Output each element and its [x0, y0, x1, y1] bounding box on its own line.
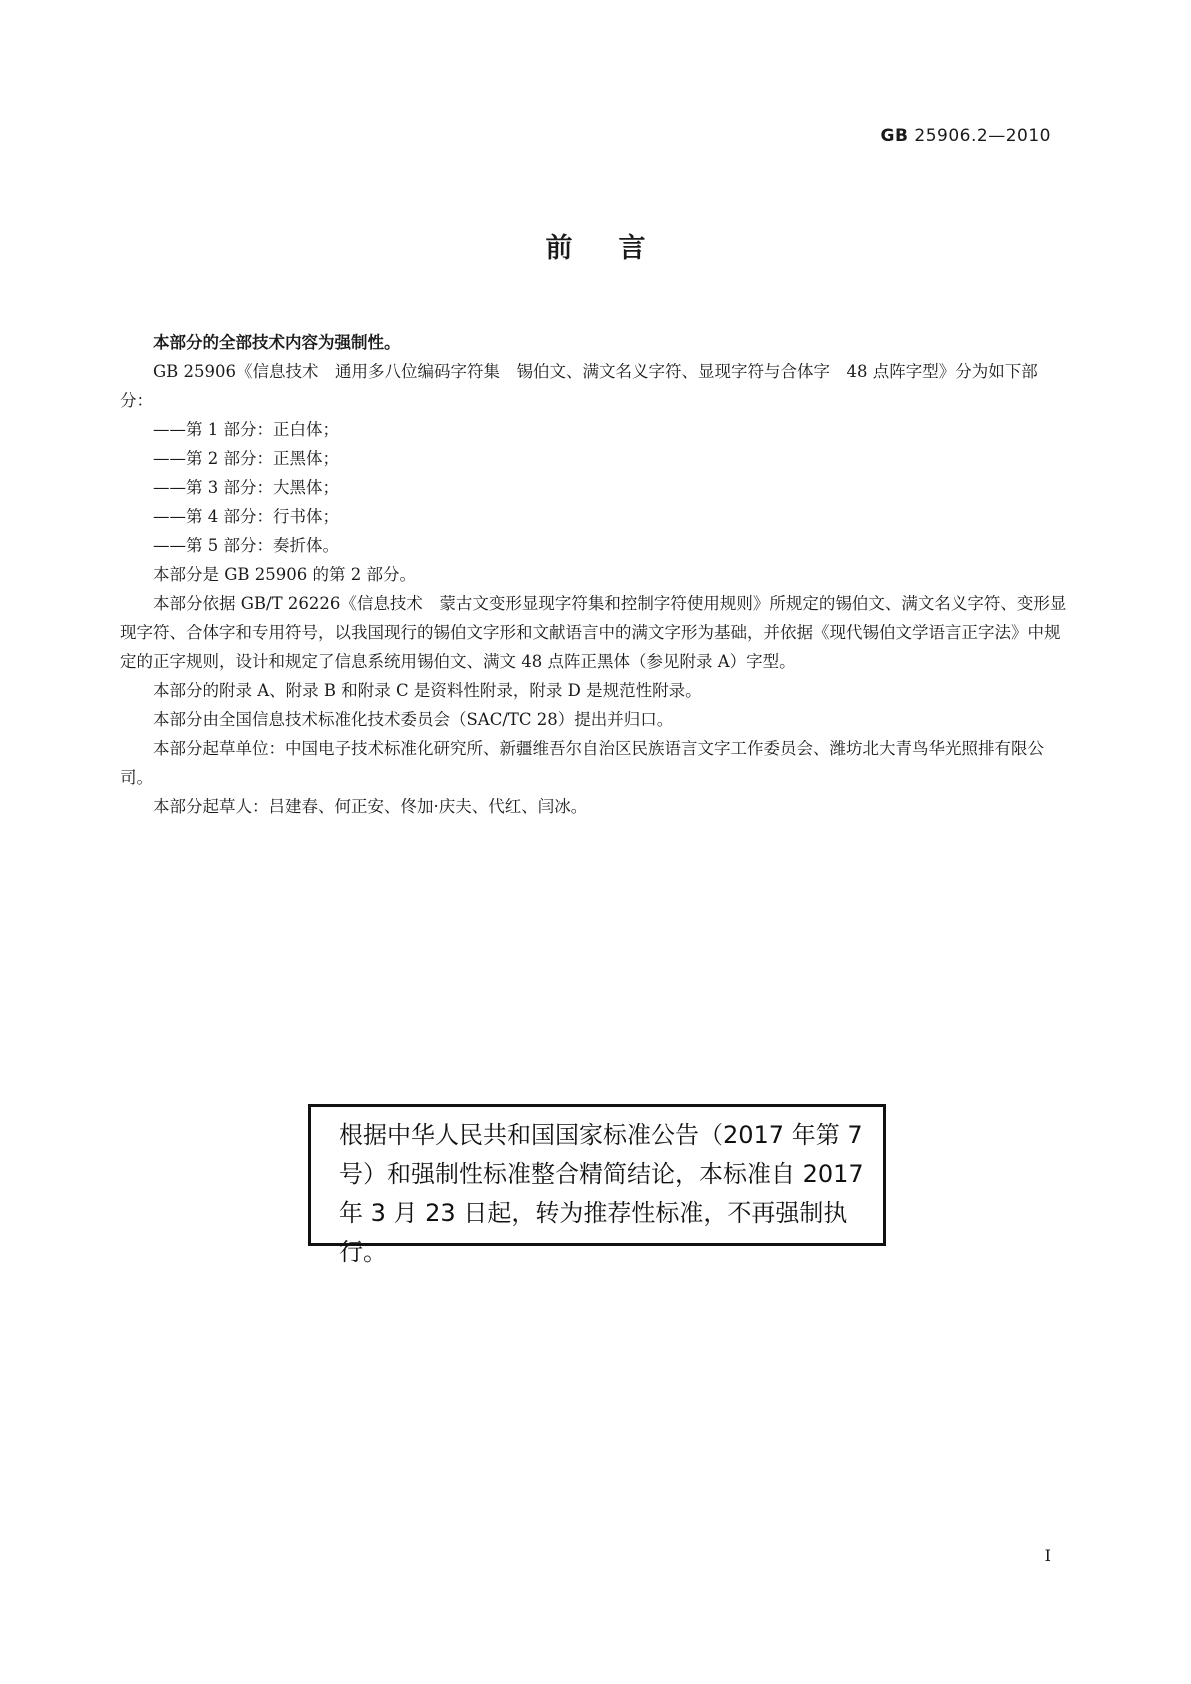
- standard-prefix: GB: [880, 126, 909, 146]
- page-title: 前言: [545, 233, 692, 264]
- paragraph-series-intro: GB 25906《信息技术 通用多八位编码字符集 锡伯文、满文名义字符、显现字符与合体字 48 点阵字型》分为如下部分：: [120, 362, 1038, 410]
- list-item-part-4: ——第 4 部分：行书体；: [153, 507, 339, 526]
- list-item-part-2: ——第 2 部分：正黑体；: [153, 449, 339, 468]
- standard-number: [881, 126, 1052, 146]
- page-number: I: [1044, 1546, 1051, 1565]
- paragraph-drafters: 本部分起草人：吕建春、何正安、佟加·庆夫、代红、闫冰。: [153, 797, 588, 816]
- list-item-part-1: ——第 1 部分：正白体；: [153, 420, 339, 439]
- paragraph-proposer: 本部分由全国信息技术标准化技术委员会（SAC/TC 28）提出并归口。: [153, 710, 674, 729]
- paragraph-annexes: 本部分的附录 A、附录 B 和附录 C 是资料性附录，附录 D 是规范性附录。: [153, 681, 702, 700]
- mandatory-statement: 本部分的全部技术内容为强制性。: [153, 333, 401, 352]
- list-item-part-5: ——第 5 部分：奏折体。: [153, 536, 339, 555]
- foreword-body: [120, 328, 1067, 821]
- paragraph-basis: 本部分依据 GB/T 26226《信息技术 蒙古文变形显现字符集和控制字符使用规则》所规定的锡伯文、满文名义字符、变形显现字符、合体字和专用符号，以我国现行的锡伯文字形和文献语言中的满文字形为基础，并依据《现代锡伯文学语言正字法》中规定的正字规则，设计和规定了信息系统用锡伯文、满文 48 点阵正黑体（参见附录 A）字型。: [120, 594, 1067, 671]
- paragraph-drafting-units: 本部分起草单位：中国电子技术标准化研究所、新疆维吾尔自治区民族语言文字工作委员会、潍坊北大青鸟华光照排有限公司。: [120, 739, 1044, 787]
- standard-code: 25906.2—2010: [914, 126, 1051, 146]
- paragraph-part-statement: 本部分是 GB 25906 的第 2 部分。: [153, 565, 417, 584]
- list-item-part-3: ——第 3 部分：大黑体；: [153, 478, 339, 497]
- status-notice-box: 根据中华人民共和国国家标准公告（2017 年第 7 号）和强制性标准整合精简结论，本标准自 2017 年 3 月 23 日起，转为推荐性标准，不再强制执行。: [308, 1104, 886, 1246]
